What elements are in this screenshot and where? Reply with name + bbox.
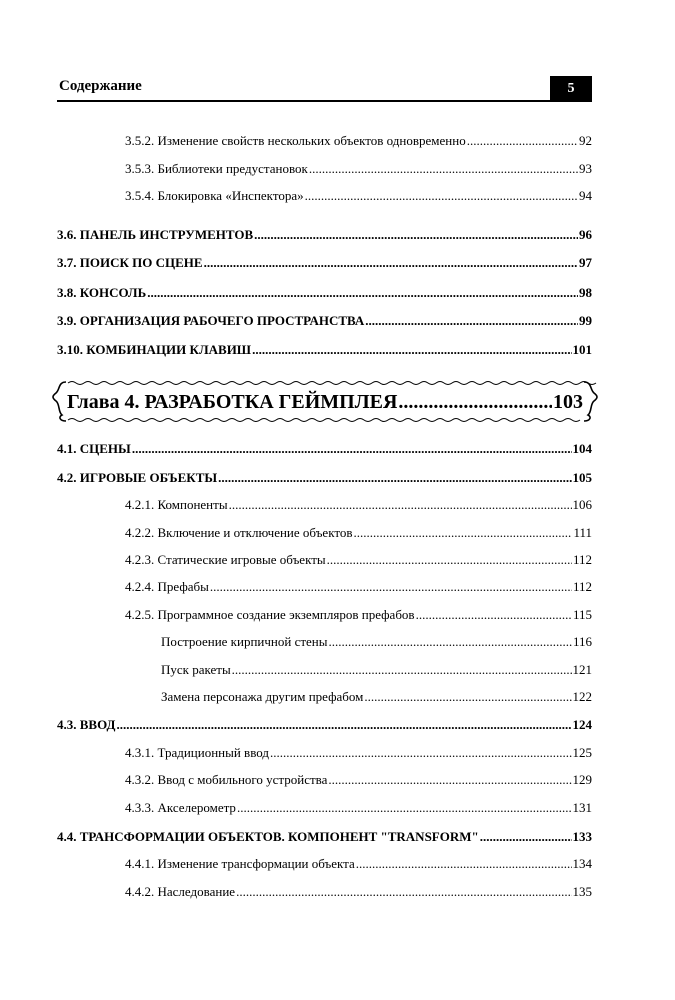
toc-subentry-label: Построение кирпичной стены [161, 634, 328, 649]
toc-entry-label: 3.5.2. Изменение свойств нескольких объектов одновременно [125, 133, 466, 148]
toc-entry[interactable] [125, 187, 592, 205]
toc-entry-label: 4.3.3. Акселерометр [125, 800, 236, 815]
leader-dots [236, 883, 571, 901]
toc-section-label: 4.3. ВВОД [57, 717, 116, 732]
toc-subentry-label: Пуск ракеты [161, 662, 231, 677]
leader-dots [232, 661, 572, 679]
leader-dots [416, 606, 572, 624]
toc-section-page: 124 [572, 717, 592, 732]
toc-subentry[interactable] [161, 633, 592, 651]
leader-dots [364, 688, 571, 706]
leader-dots [117, 716, 572, 734]
toc-entry[interactable] [125, 799, 592, 817]
toc-entry[interactable] [125, 578, 592, 596]
toc-entry-page: 125 [572, 745, 592, 760]
toc-subentry-page: 121 [572, 662, 592, 677]
toc-entry-page: 131 [572, 800, 592, 815]
chapter-title: Глава 4. РАЗРАБОТКА ГЕЙМПЛЕЯ [67, 391, 398, 413]
toc-section-label: 3.9. ОРГАНИЗАЦИЯ РАБОЧЕГО ПРОСТРАНСТВА [57, 313, 365, 328]
toc-entry-page: 129 [572, 772, 592, 787]
toc-entry-page: 106 [572, 497, 592, 512]
toc-section-label: 3.6. ПАНЕЛЬ ИНСТРУМЕНТОВ [57, 227, 254, 242]
toc-entry-label: 4.2.1. Компоненты [125, 497, 228, 512]
chapter-title-line [67, 389, 583, 415]
leader-dots [480, 828, 572, 846]
toc-subentry[interactable] [161, 688, 592, 706]
toc-entry[interactable] [125, 883, 592, 901]
toc-section[interactable] [57, 284, 592, 302]
leader-dots [354, 524, 573, 542]
toc-entry[interactable] [125, 132, 592, 150]
toc-entry-page: 111 [573, 525, 592, 540]
leader-dots [218, 469, 571, 487]
toc-entry-label: 4.2.2. Включение и отключение объектов [125, 525, 353, 540]
toc-section[interactable] [57, 716, 592, 734]
toc-section-page: 133 [572, 829, 592, 844]
toc-section[interactable] [57, 312, 592, 330]
toc-entry-label: 4.2.5. Программное создание экземпляров префабов [125, 607, 415, 622]
leader-dots [132, 440, 572, 458]
toc-section-page: 105 [572, 470, 592, 485]
toc-entry[interactable] [125, 160, 592, 178]
toc-entry-label: 4.4.2. Наследование [125, 884, 236, 899]
toc-entry-page: 92 [579, 133, 592, 148]
toc-entry-label: 4.4.1. Изменение трансформации объекта [125, 856, 355, 871]
toc-section[interactable] [57, 440, 592, 458]
toc-section-label: 3.8. КОНСОЛЬ [57, 285, 147, 300]
toc-section-page: 99 [579, 313, 592, 328]
leader-dots [237, 799, 572, 817]
toc-entry-page: 134 [572, 856, 592, 871]
toc-section-label: 4.2. ИГРОВЫЕ ОБЪЕКТЫ [57, 470, 218, 485]
toc-subentry[interactable] [161, 661, 592, 679]
toc-entry-page: 94 [579, 188, 592, 203]
toc-entry[interactable] [125, 744, 592, 762]
toc-section-page: 96 [579, 227, 592, 242]
toc-section[interactable] [57, 226, 592, 244]
toc-subentry-label: Замена персонажа другим префабом [161, 689, 364, 704]
toc-section-page: 97 [579, 255, 592, 270]
leader-dots [252, 341, 571, 359]
toc-entry-page: 93 [579, 161, 592, 176]
toc-entry[interactable] [125, 771, 592, 789]
page-number: 5 [567, 81, 575, 96]
toc-section[interactable] [57, 469, 592, 487]
toc-entry-label: 4.3.2. Ввод с мобильного устройства [125, 772, 328, 787]
toc-entry-label: 4.2.3. Статические игровые объекты [125, 552, 326, 567]
leader-dots [467, 132, 578, 150]
toc-entry[interactable] [125, 551, 592, 569]
leader-dots [210, 578, 572, 596]
toc-entry[interactable] [125, 606, 592, 624]
toc-subentry-page: 116 [572, 634, 592, 649]
toc-entry-label: 4.3.1. Традиционный ввод [125, 745, 269, 760]
toc-section-page: 101 [572, 342, 592, 357]
leader-dots [398, 389, 552, 415]
toc-entry-label: 4.2.4. Префабы [125, 579, 209, 594]
toc-section[interactable] [57, 341, 592, 359]
toc-entry-page: 112 [572, 579, 592, 594]
leader-dots [229, 496, 572, 514]
toc-section-page: 104 [572, 441, 592, 456]
toc-entry[interactable] [125, 496, 592, 514]
leader-dots [270, 744, 572, 762]
toc-section[interactable] [57, 254, 592, 272]
chapter-page: 103 [553, 391, 583, 413]
leader-dots [147, 284, 578, 302]
leader-dots [254, 226, 578, 244]
running-title: Содержание [59, 78, 142, 94]
leader-dots [204, 254, 578, 272]
toc-entry-label: 3.5.4. Блокировка «Инспектора» [125, 188, 304, 203]
page-number-box [550, 76, 592, 102]
leader-dots [329, 633, 572, 651]
toc-section-label: 4.1. СЦЕНЫ [57, 441, 131, 456]
leader-dots [327, 551, 572, 569]
leader-dots [305, 187, 578, 205]
toc-entry-page: 115 [572, 607, 592, 622]
toc-entry[interactable] [125, 524, 592, 542]
toc-section-label: 3.10. КОМБИНАЦИИ КЛАВИШ [57, 342, 252, 357]
toc-entry-page: 135 [572, 884, 592, 899]
header-rule [57, 100, 592, 102]
page-header [57, 76, 592, 102]
toc-section-label: 4.4. ТРАНСФОРМАЦИИ ОБЪЕКТОВ. КОМПОНЕНТ "TRANSFORM" [57, 829, 479, 844]
toc-entry[interactable] [125, 855, 592, 873]
toc-entry-label: 3.5.3. Библиотеки предустановок [125, 161, 308, 176]
toc-section-page: 98 [579, 285, 592, 300]
leader-dots [356, 855, 572, 873]
leader-dots [309, 160, 578, 178]
leader-dots [365, 312, 578, 330]
leader-dots [328, 771, 571, 789]
chapter-heading[interactable] [50, 379, 600, 423]
toc-entry-page: 112 [572, 552, 592, 567]
toc-subentry-page: 122 [572, 689, 592, 704]
toc-section[interactable] [57, 828, 592, 846]
toc-section-label: 3.7. ПОИСК ПО СЦЕНЕ [57, 255, 203, 270]
